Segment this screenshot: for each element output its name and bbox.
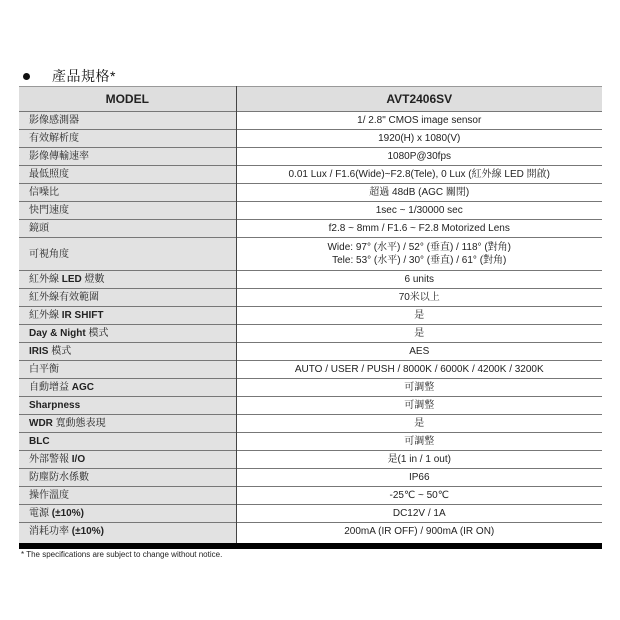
row-label: 有效解析度: [19, 130, 236, 148]
table-row: [19, 433, 602, 451]
table-row: [19, 148, 602, 166]
row-label: [19, 523, 236, 545]
table-header-row: [19, 87, 602, 112]
row-label: [19, 325, 236, 343]
row-label: 操作溫度: [19, 487, 236, 505]
row-label-text: 自動增益: [29, 382, 72, 393]
row-value: 超過 48dB (AGC 關閉): [236, 184, 602, 202]
row-label: [19, 271, 236, 289]
row-label-bold: WDR: [29, 418, 53, 429]
table-row: [19, 379, 602, 397]
table-row: [19, 130, 602, 148]
row-value: 1920(H) x 1080(V): [236, 130, 602, 148]
row-label-text: 外部警報: [29, 454, 72, 465]
spec-table: [19, 86, 602, 544]
table-row: [19, 307, 602, 325]
row-label-text: 模式: [48, 346, 72, 357]
table-row: [19, 487, 602, 505]
row-label: 信噪比: [19, 184, 236, 202]
row-label-bold: AGC: [71, 382, 95, 393]
row-label: 影像傳輸速率: [19, 148, 236, 166]
row-value: 200mA (IR OFF) / 900mA (IR ON): [236, 523, 602, 545]
table-row: [19, 415, 602, 433]
row-label: 防塵防水係數: [19, 469, 236, 487]
row-value: 1080P@30fps: [236, 148, 602, 166]
row-value: 可調整: [236, 379, 602, 397]
row-label-bold: IR SHIFT: [61, 310, 104, 321]
row-value-line: Tele: 53° (水平) / 30° (垂直) / 61° (對角): [332, 255, 507, 266]
row-label-bold: Day & Night: [29, 328, 86, 339]
table-row: [19, 451, 602, 469]
row-value: 0.01 Lux / F1.6(Wide)~F2.8(Tele), 0 Lux (紅外線 LED 開啟): [236, 166, 602, 184]
row-value: 70米以上: [236, 289, 602, 307]
row-label: 鏡頭: [19, 220, 236, 238]
table-row: [19, 361, 602, 379]
row-label: 白平衡: [19, 361, 236, 379]
table-row: [19, 184, 602, 202]
table-row: [19, 112, 602, 130]
table-row: [19, 469, 602, 487]
row-label: 快門速度: [19, 202, 236, 220]
row-label-text: 模式: [85, 328, 109, 339]
row-value: 是: [236, 415, 602, 433]
row-label-bold: LED: [61, 274, 82, 285]
table-row: [19, 397, 602, 415]
table-row: [19, 523, 602, 545]
row-label: [19, 433, 236, 451]
row-label: [19, 379, 236, 397]
row-value: 1sec ~ 1/30000 sec: [236, 202, 602, 220]
row-label: [19, 415, 236, 433]
row-value: 可調整: [236, 397, 602, 415]
row-label-text: 燈數: [81, 274, 105, 285]
row-label-bold: BLC: [29, 436, 50, 447]
row-label: 紅外線有效範圍: [19, 289, 236, 307]
row-value: AUTO / USER / PUSH / 8000K / 6000K / 4200K / 3200K: [236, 361, 602, 379]
row-value: 6 units: [236, 271, 602, 289]
row-value: IP66: [236, 469, 602, 487]
row-label-text: 寬動態表現: [52, 418, 106, 429]
row-value: DC12V / 1A: [236, 505, 602, 523]
row-label-bold: (±10%): [71, 526, 104, 537]
row-value-line: Wide: 97° (水平) / 52° (垂直) / 118° (對角): [327, 242, 511, 253]
row-value: -25℃ ~ 50℃: [236, 487, 602, 505]
footnote: * The specifications are subject to change without notice.: [21, 550, 223, 559]
row-label: 可視角度: [19, 238, 236, 271]
column-header-model: MODEL: [19, 87, 236, 112]
row-label: [19, 343, 236, 361]
row-value: AES: [236, 343, 602, 361]
table-row: [19, 271, 602, 289]
row-label-bold: IRIS: [29, 346, 49, 357]
row-value: 1/ 2.8" CMOS image sensor: [236, 112, 602, 130]
column-header-model-number: AVT2406SV: [236, 87, 602, 112]
row-value: f2.8 ~ 8mm / F1.6 ~ F2.8 Motorized Lens: [236, 220, 602, 238]
row-value: [236, 238, 602, 271]
table-row: [19, 202, 602, 220]
bullet-icon: [23, 73, 30, 80]
table-row: [19, 505, 602, 523]
row-label-text: 紅外線: [29, 274, 62, 285]
row-label: [19, 307, 236, 325]
table-row: [19, 238, 602, 271]
row-label: 影像感測器: [19, 112, 236, 130]
row-value: 是(1 in / 1 out): [236, 451, 602, 469]
row-label-text: 紅外線: [29, 310, 62, 321]
row-value: 是: [236, 325, 602, 343]
table-bottom-rule: [19, 543, 602, 549]
table-row: [19, 325, 602, 343]
row-label: [19, 397, 236, 415]
row-label-bold: I/O: [71, 454, 86, 465]
section-title: 產品規格*: [52, 68, 116, 84]
row-label: 最低照度: [19, 166, 236, 184]
row-label: [19, 451, 236, 469]
table-row: [19, 289, 602, 307]
table-row: [19, 166, 602, 184]
table-row: [19, 220, 602, 238]
row-label: [19, 505, 236, 523]
table-row: [19, 343, 602, 361]
row-label-text: 消耗功率: [29, 526, 72, 537]
row-label-bold: Sharpness: [29, 400, 81, 411]
row-label-text: 電源: [29, 508, 52, 519]
row-value: 可調整: [236, 433, 602, 451]
row-value: 是: [236, 307, 602, 325]
row-label-bold: (±10%): [51, 508, 84, 519]
section-heading: [22, 66, 116, 86]
